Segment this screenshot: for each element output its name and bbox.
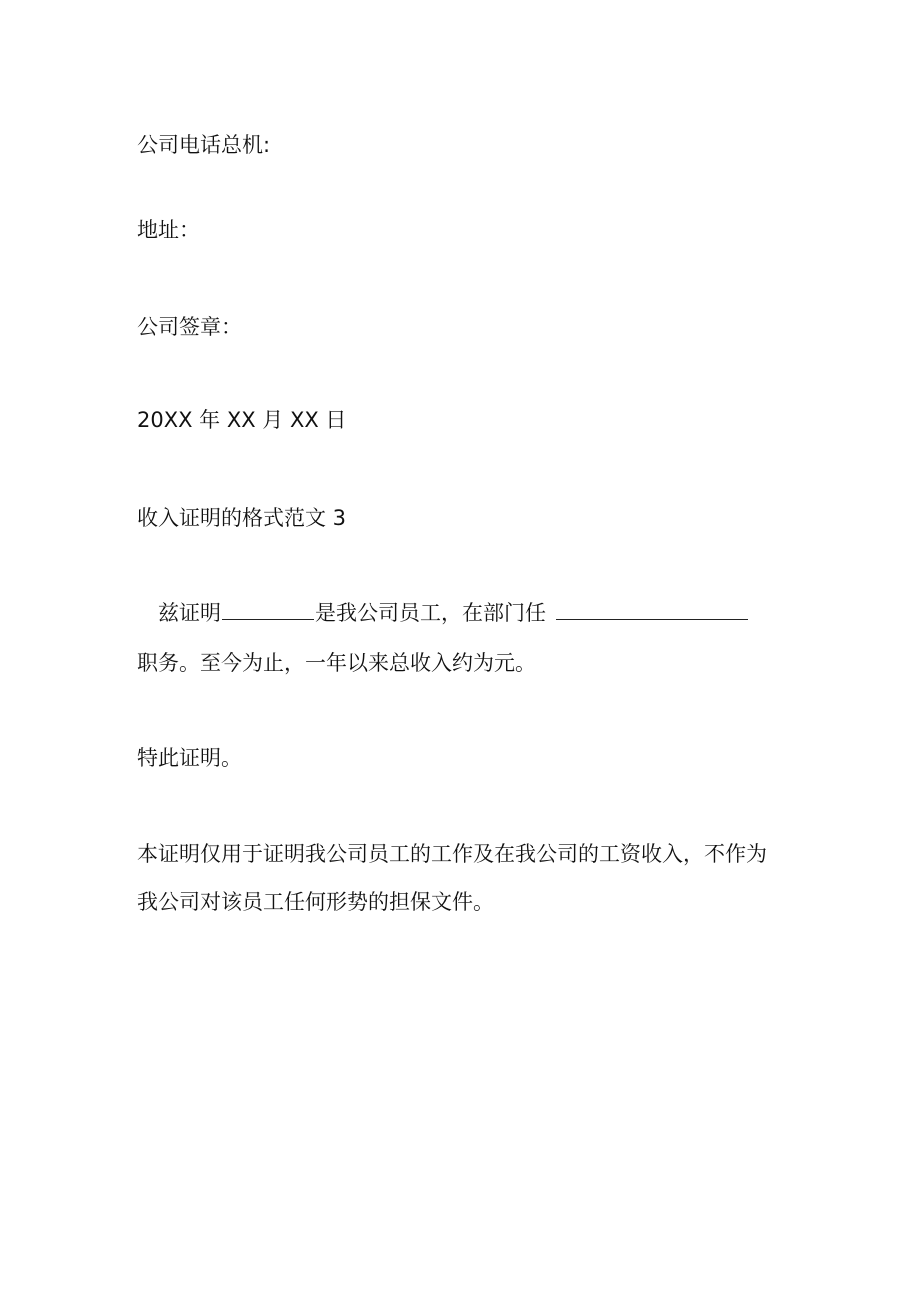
certification-line-1 (158, 599, 749, 627)
address-label: 地址： (137, 218, 200, 242)
disclaimer-line-2: 我公司对该员工任何形势的担保文件。 (137, 890, 494, 914)
certification-line-2: 职务。至今为止，一年以来总收入约为元。 (137, 651, 536, 675)
cert-prefix-text: 兹证明 (158, 601, 221, 625)
date-line: 20XX 年 XX 月 XX 日 (137, 408, 347, 432)
cert-middle-text: 是我公司员工，在部门任 (315, 601, 546, 625)
special-certification: 特此证明。 (137, 746, 242, 770)
company-seal-label: 公司签章： (137, 315, 242, 339)
disclaimer-line-1: 本证明仅用于证明我公司员工的工作及在我公司的工资收入，不作为 (137, 842, 767, 866)
employee-name-blank (222, 599, 314, 620)
position-blank (556, 599, 748, 620)
company-phone-label: 公司电话总机: (137, 133, 271, 157)
section-title: 收入证明的格式范文 3 (137, 506, 347, 530)
